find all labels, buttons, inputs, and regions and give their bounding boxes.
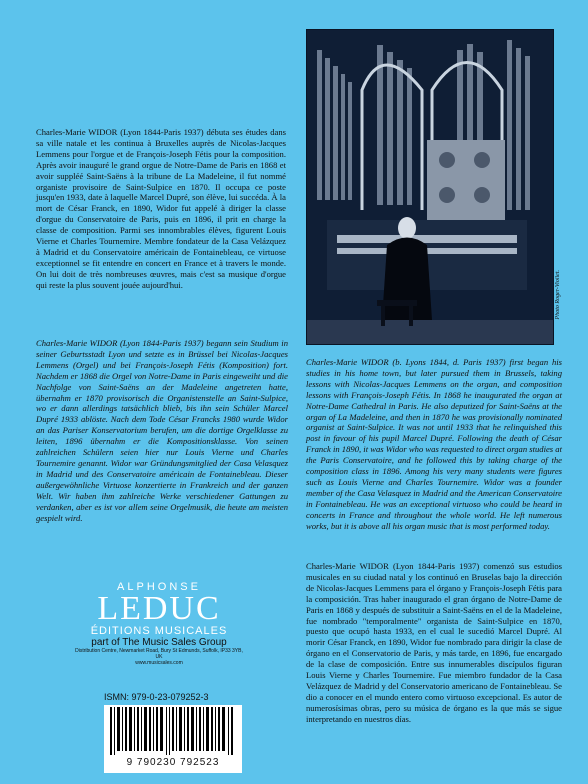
isbn-block	[104, 692, 242, 782]
publisher-line-leduc: LEDUC	[97, 590, 221, 627]
english-biography: Charles-Marie WIDOR (b. Lyons 1844, d. Paris 1937) first began his studies in his home town, but later pursued them in Brussels, taking lessons with Nicolas-Jacques Lemmens on the organ, and composition lessons with François-Joseph Fétis. In 1868 he inaugurated the organ at Notre-Dame Cathedral in Paris. He also deputized for Saint-Saëns at the organ of La Madeleine, and then in 1870 he was provisionally nominated organist at Saint-Sulpice. It was not until 1933 that he relinquished this post in favour of his pupil Marcel Dupré. Following the death of César Franck in 1890, it was Widor who was requested to direct organ studies at the Paris Conservatoire, and he followed this by taking charge of the composition class in 1896. Among his very many students were figures such as Louis Vierne and Charles Tournemire. Widor was a founder member of the Casa Velasquez in Madrid and the American Conservatoire in Fontainebleau. He was an exceptional virtuoso who could be heard in concerts in France and throughout the whole world. He left numerous works, but it is above all his organ music that is most performed today.	[306, 357, 562, 531]
ismn-label: ISMN: 979-0-23-079252-3	[104, 692, 209, 702]
spanish-biography: Charles-Marie WIDOR (Lyon 1844-Paris 1937) comenzó sus estudios musicales en su ciudad natal y los continuó en Bruselas bajo la dirección de Nicolas-Jacques Lemmens para el órgano y François-Joseph Fétis para la composición. Tras haber inaugurado el gran órgano de Notre-Dame de Paris en 1868 y después de substituir a Saint-Saëns en el de la Madeleine, fue nombrado "temporalmente" organista de Saint-Sulpice en 1870, puesto que ocupó hasta 1933, en el cual le sucedió Marcel Dupré. Al morir César Franck, en 1890, Widor fue nombrado para dirigir la clase de órgano en el Conservatorio de Paris, y más tarde, en 1896, fue encargado de la clase de composición. Entre sus innumerables discípulos figuran Louis Vierne y Charles Tournemire. Fue miembro fundador de la Casa Velázquez de Madrid y del Conservatorio americano de Fontainebleau. Se dio a conocer en el mundo entero como virtuoso excepcional. Es autor de numerosísimas obras, pero su música de órgano es la que más se sigue interpretando en nuestros días.	[306, 561, 562, 724]
barcode-number: 9 790230 792523	[126, 757, 220, 768]
barcode-bars	[104, 705, 242, 757]
organ-photo-image	[307, 30, 553, 344]
barcode	[104, 705, 242, 773]
publisher-website: www.musicsales.com	[135, 660, 183, 666]
photo-credit: Photo Roger-Viollet.	[555, 270, 561, 320]
german-biography: Charles-Marie WIDOR (Lyon 1844-Paris 1937) begann sein Studium in seiner Geburtsstadt Lyon und setzte es in Brüssel bei Nicolas-Jacques Lemmens (Orgel) und bei François-Joseph Fétis (Komposition) fort. Nachdem er 1868 die Orgel von Notre-Dame in Paris eingeweiht und die Nachfolge von Saint-Saëns an der Madeleine angetreten hatte, übernahm er 1870 provisorisch die Organistenstelle an Saint-Sulpice, wo er dann allerdings tatsächlich blieb, bis ihn sein Schüler Marcel Dupré 1933 ablöste. Nach dem Tode César Francks 1980 wurde Widor an das Pariser Konservatorium berufen, um die dortige Orgelklasse zu leiten, 1896 übernahm er die Kompositionsklasse. Von seinen zahlreichen Schülern seien hier nur Louis Vierne und Charles Tournemire genannt. Widor war Gründungsmitglied der Casa Velasquez in Madrid und des Conservatoire américain de Fontainebleau. Dieser außergewöhnliche Virtuose konzertierte in Frankreich und der ganzen Welt. Wir haben ihm zahlreiche Werke verschiedener Gattungen zu verdanken, aber es ist vor allem seine Orgelmusik, die heute am meisten gespielt wird.	[36, 338, 288, 523]
publisher-logo	[74, 581, 244, 666]
publisher-line-group: part of The Music Sales Group	[91, 637, 227, 648]
publisher-line-alphonse: ALPHONSE	[117, 581, 201, 593]
publisher-address: Distribution Centre, Newmarket Road, Bury St Edmunds, Suffolk, IP33 3YB, UK	[75, 648, 243, 660]
organist-photo	[306, 29, 554, 345]
french-biography: Charles-Marie WIDOR (Lyon 1844-Paris 1937) débuta ses études dans sa ville natale et les continua à Bruxelles auprès de Nicolas-Jacques Lemmens pour l'orgue et de François-Joseph Fétis pour la composition. Après avoir inauguré le grand orgue de Notre-Dame de Paris en 1868 et avoir suppléé Saint-Saëns à la tribune de La Madeleine, il fut nommé organiste provisoire de Saint-Sulpice en 1870. Il occupa ce poste jusqu'en 1933, date à laquelle Marcel Dupré, son élève, lui succéda. À la mort de César Franck, en 1890, Widor fut appelé à diriger la classe d'orgue du Conservatoire de Paris, puis en 1896, il prit en charge la classe de composition. Parmi ses innombrables élèves, figurent Louis Vierne et Charles Tournemire. Membre fondateur de la Casa Velázquez à Madrid et du Conservatoire américain de Fontainebleau, ce virtuose exceptionnel se fit entendre en concert en France et à travers le monde. On lui doit de très nombreuses œuvres, mais c'est sa musique d'orgue qui reste la plus souvent jouée aujourd'hui.	[36, 127, 286, 290]
publisher-line-editions: ÉDITIONS MUSICALES	[90, 625, 228, 637]
